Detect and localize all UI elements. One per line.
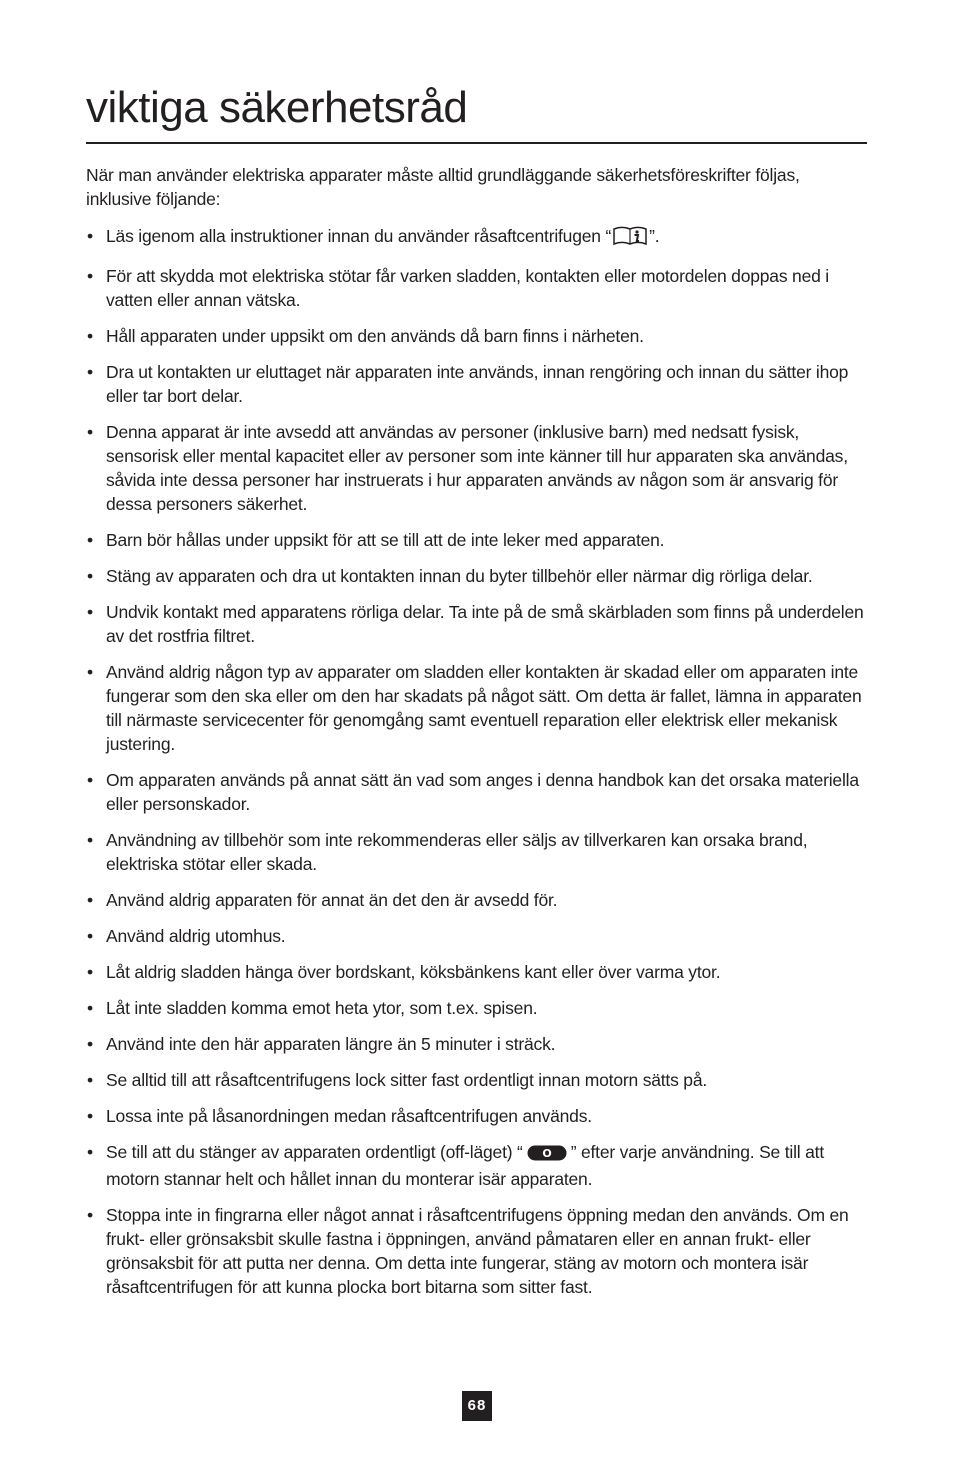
list-item-text: Se alltid till att råsaftcentrifugens lock sitter fast ordentligt innan motorn sätts på. xyxy=(106,1070,708,1090)
bullet-point: • xyxy=(87,1106,93,1126)
list-item xyxy=(86,996,871,1020)
list-item-text: Använd aldrig apparaten för annat än det den är avsedd för. xyxy=(106,890,558,910)
list-item-text: Låt aldrig sladden hänga över bordskant, köksbänkens kant eller över varma ytor. xyxy=(106,962,721,982)
bullet-point: • xyxy=(87,1034,93,1054)
list-item-text: Denna apparat är inte avsedd att användas av personer (inklusive barn) med nedsatt fysisk, sensorisk eller mental kapacitet eller av personer som inte känner till hur apparaten ska användas, såvida inte dessa personer har instruerats i hur apparaten används av någon som är ansvarig för dessa personers säkerhet. xyxy=(106,422,848,514)
bullet-point: • xyxy=(87,422,93,442)
list-item xyxy=(86,960,871,984)
list-item-text: För att skydda mot elektriska stötar får varken sladden, kontakten eller motordelen doppas ned i vatten eller annan vätska. xyxy=(106,266,829,310)
list-item xyxy=(86,1140,871,1191)
bullet-point: • xyxy=(87,770,93,790)
list-item xyxy=(86,1032,871,1056)
bullet-point: • xyxy=(87,362,93,382)
page-number: 68 xyxy=(462,1391,492,1421)
safety-list xyxy=(86,224,871,1311)
list-item xyxy=(86,564,871,588)
bullet-point: • xyxy=(87,1142,93,1162)
bullet-point: • xyxy=(87,1205,93,1225)
list-item xyxy=(86,600,871,648)
list-item xyxy=(86,768,871,816)
off-position-label: O xyxy=(542,1147,552,1160)
list-item-text: Håll apparaten under uppsikt om den används då barn finns i närheten. xyxy=(106,326,644,346)
intro-paragraph: När man använder elektriska apparater måste alltid grundläggande säkerhetsföreskrifter följas, inklusive följande: xyxy=(86,165,800,209)
bullet-point: • xyxy=(87,926,93,946)
list-item xyxy=(86,660,871,756)
off-position-icon xyxy=(527,1143,567,1167)
list-item-text: Se till att du stänger av apparaten ordentligt (off-läget) “ xyxy=(106,1142,523,1162)
list-item xyxy=(86,924,871,948)
list-item xyxy=(86,360,871,408)
bullet-point: • xyxy=(87,530,93,550)
book-info-icon xyxy=(612,226,648,252)
bullet-point: • xyxy=(87,566,93,586)
list-item-text: Läs igenom alla instruktioner innan du använder råsaftcentrifugen “ xyxy=(106,226,612,246)
list-item-text: Stoppa inte in fingrarna eller något annat i råsaftcentrifugens öppning medan den används. Om en frukt- eller grönsaksbit skulle fastna i öppningen, använd påmataren eller en annan frukt- eller grönsaksbit för att putta ner denna. Om detta inte fungerar, stäng av motorn och montera isär råsaftcentrifugen för att kunna plocka bort bitarna som sitter fast. xyxy=(106,1205,849,1297)
list-item-text: Lossa inte på låsanordningen medan råsaftcentrifugen används. xyxy=(106,1106,592,1126)
title-divider xyxy=(86,142,867,144)
list-item xyxy=(86,888,871,912)
bullet-point: • xyxy=(87,1070,93,1090)
bullet-point: • xyxy=(87,226,93,246)
list-item xyxy=(86,1104,871,1128)
bullet-point: • xyxy=(87,962,93,982)
bullet-point: • xyxy=(87,266,93,286)
bullet-point: • xyxy=(87,326,93,346)
list-item-text: Stäng av apparaten och dra ut kontakten innan du byter tillbehör eller närmar dig rörliga delar. xyxy=(106,566,813,586)
list-item xyxy=(86,324,871,348)
list-item-text: Undvik kontakt med apparatens rörliga delar. Ta inte på de små skärbladen som finns på underdelen av det rostfria filtret. xyxy=(106,602,864,646)
bullet-point: • xyxy=(87,890,93,910)
list-item-text: Om apparaten används på annat sätt än vad som anges i denna handbok kan det orsaka materiella eller personskador. xyxy=(106,770,859,814)
list-item-text-end: ” efter varje användning. Se till att motorn stannar helt och hållet innan du monterar isär apparaten. xyxy=(106,1142,824,1189)
list-item-text: Barn bör hållas under uppsikt för att se till att de inte leker med apparaten. xyxy=(106,530,665,550)
list-item xyxy=(86,264,871,312)
bullet-point: • xyxy=(87,830,93,850)
list-item xyxy=(86,1203,871,1299)
list-item-text: Använd inte den här apparaten längre än 5 minuter i sträck. xyxy=(106,1034,556,1054)
list-item-text: Använd aldrig någon typ av apparater om sladden eller kontakten är skadad eller om apparaten inte fungerar som den ska eller om den har skadats på något sätt. Om detta är fallet, lämna in apparaten till närmaste servicecenter för genomgång samt eventuell reparation eller elektrisk eller mekanisk justering. xyxy=(106,662,862,754)
page-title: viktiga säkerhetsråd xyxy=(86,83,468,132)
list-item-text: Låt inte sladden komma emot heta ytor, som t.ex. spisen. xyxy=(106,998,538,1018)
list-item xyxy=(86,224,871,252)
list-item-text: Användning av tillbehör som inte rekommenderas eller säljs av tillverkaren kan orsaka brand, elektriska stötar eller skada. xyxy=(106,830,808,874)
list-item-text: Använd aldrig utomhus. xyxy=(106,926,286,946)
list-item xyxy=(86,528,871,552)
bullet-point: • xyxy=(87,662,93,682)
list-item xyxy=(86,420,871,516)
list-item xyxy=(86,828,871,876)
list-item-text-end: ”. xyxy=(649,226,660,246)
bullet-point: • xyxy=(87,602,93,622)
list-item xyxy=(86,1068,871,1092)
bullet-point: • xyxy=(87,998,93,1018)
list-item-text: Dra ut kontakten ur eluttaget när apparaten inte används, innan rengöring och innan du sätter ihop eller tar bort delar. xyxy=(106,362,849,406)
